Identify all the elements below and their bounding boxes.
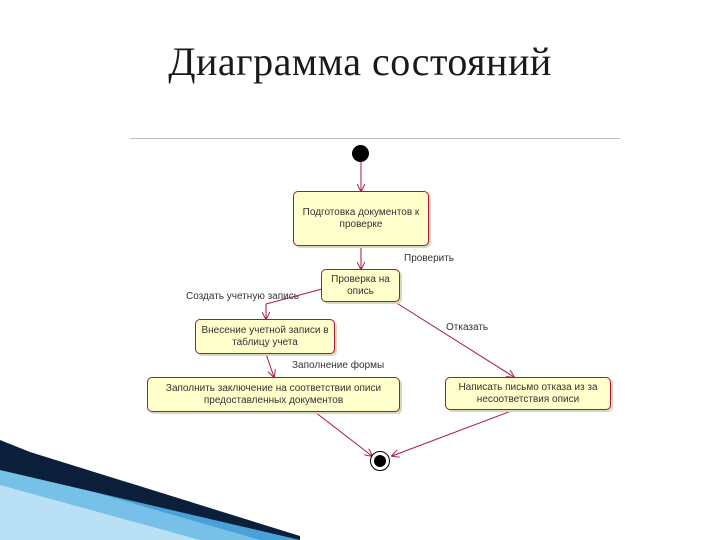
- arrow-check-to-refusal: [395, 302, 514, 377]
- state-conclusion-label: Заполнить заключение на соответствии описи предоставленных документов: [165, 382, 382, 406]
- arrow-entry-to-conclusion: [266, 354, 274, 377]
- state-fill-conclusion: [147, 377, 400, 412]
- state-record-entry: [195, 319, 335, 354]
- state-check-inventory: [321, 269, 400, 302]
- state-refusal-label: Написать письмо отказа из за несоответствия описи: [458, 381, 598, 405]
- corner-decoration: [0, 440, 300, 540]
- state-prepare-label: Подготовка документов к проверке: [302, 206, 420, 230]
- state-write-refusal: [445, 377, 611, 410]
- arrow-conclusion-to-end: [315, 412, 372, 456]
- state-entry-label: Внесение учетной записи в таблицу учета: [201, 324, 329, 348]
- transition-fill-forms-label: Заполнение формы: [292, 360, 385, 371]
- state-check-label: Проверка на опись: [331, 273, 390, 297]
- transition-reject-label: Отказать: [446, 322, 489, 333]
- transition-verify-label: Проверить: [404, 253, 455, 264]
- initial-state-node: [352, 145, 369, 162]
- state-prepare-documents: [293, 191, 429, 246]
- slide-title: Диаграмма состояний: [168, 39, 552, 84]
- arrow-refusal-to-end: [392, 410, 514, 456]
- transition-create-record-label: Создать учетную запись: [186, 291, 299, 302]
- final-state-node: [370, 451, 390, 471]
